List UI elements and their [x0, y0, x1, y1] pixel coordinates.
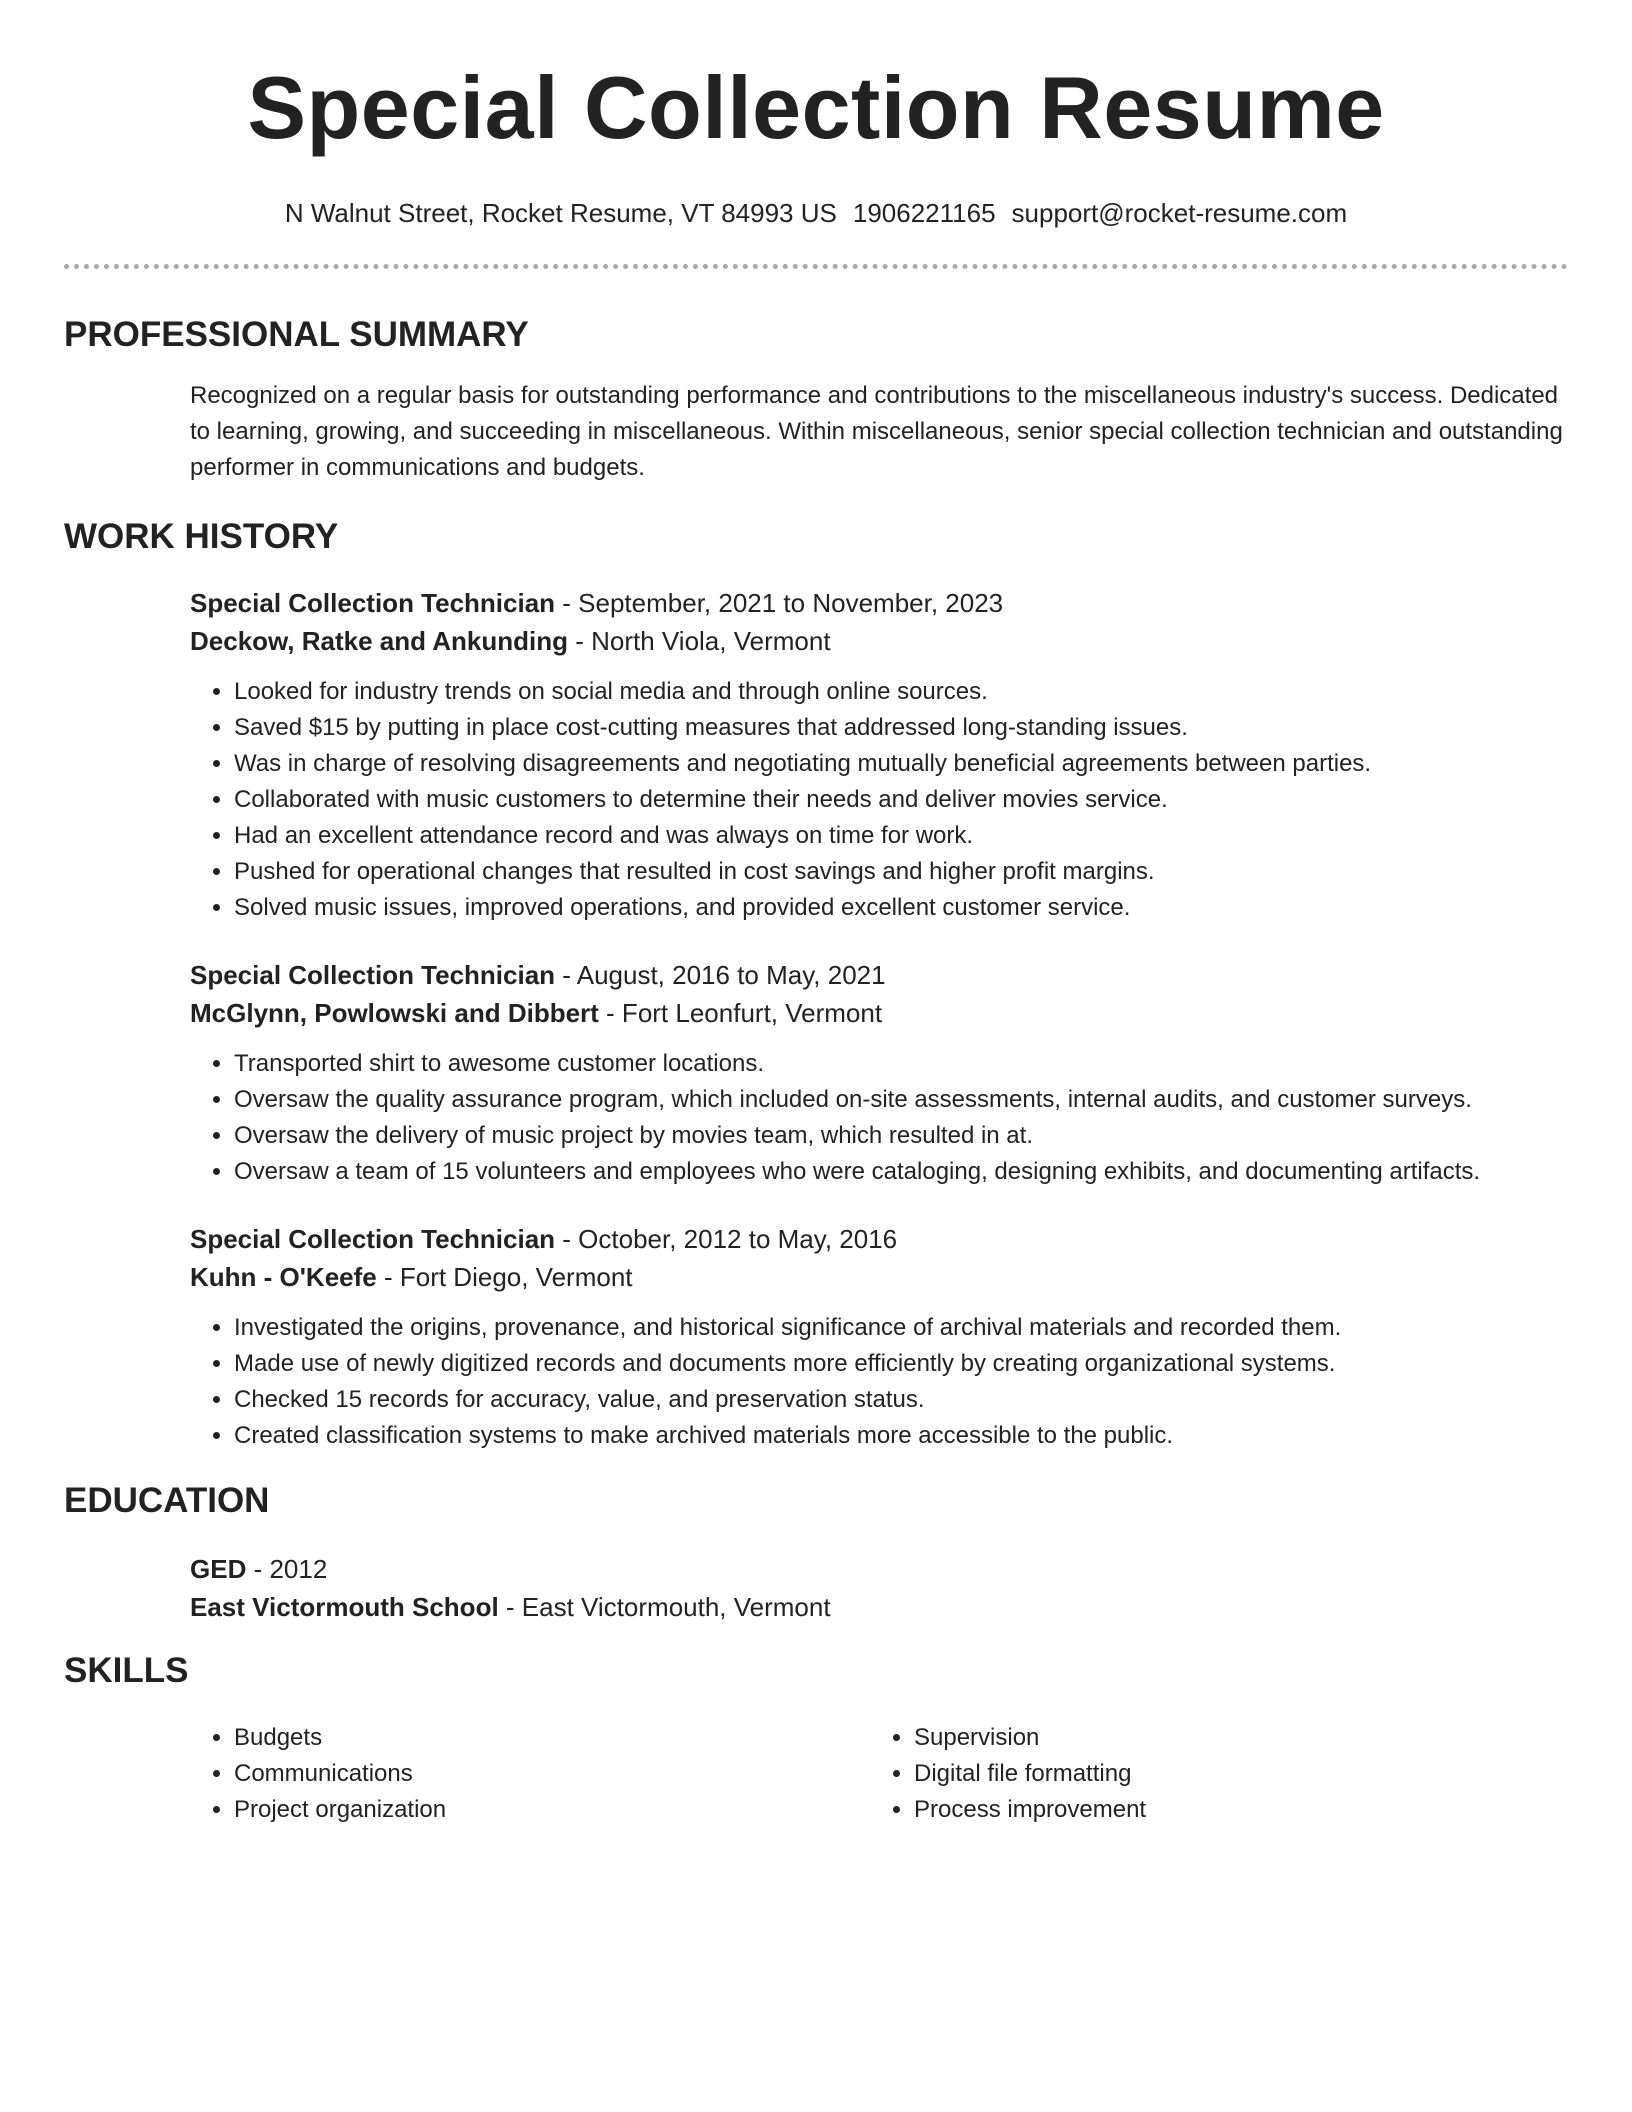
job-entry-3: [190, 1220, 1568, 1454]
job-title-line: [190, 584, 1568, 622]
job-role: Special Collection Technician: [190, 960, 556, 990]
skill-item: • Process improvement: [914, 1792, 1550, 1828]
job-bullet: • Oversaw the quality assurance program, which included on-site assessments, internal audits, and customer surveys.: [234, 1082, 1568, 1118]
skill-item: • Digital file formatting: [914, 1756, 1550, 1792]
job-bullet: • Solved music issues, improved operations, and provided excellent customer service.: [234, 890, 1568, 926]
job-dates: - September, 2021 to November, 2023: [555, 588, 1004, 618]
education-degree: GED: [190, 1554, 247, 1584]
job-dates: - October, 2012 to May, 2016: [555, 1224, 898, 1254]
job-bullets: [190, 1310, 1568, 1454]
job-location: - North Viola, Vermont: [568, 626, 831, 656]
job-company: Deckow, Ratke and Ankunding: [190, 626, 569, 656]
job-bullet: • Checked 15 records for accuracy, value, and preservation status.: [234, 1382, 1568, 1418]
job-role: Special Collection Technician: [190, 588, 556, 618]
job-dates: - August, 2016 to May, 2021: [555, 960, 886, 990]
summary-heading: PROFESSIONAL SUMMARY: [64, 315, 529, 354]
job-bullet: • Created classification systems to make archived materials more accessible to the public.: [234, 1418, 1568, 1454]
job-bullet: • Made use of newly digitized records and documents more efficiently by creating organizational systems.: [234, 1346, 1568, 1382]
job-bullet: • Collaborated with music customers to determine their needs and deliver movies service.: [234, 782, 1568, 818]
job-bullets: [190, 674, 1568, 926]
skills-heading: SKILLS: [64, 1651, 189, 1690]
job-bullets: [190, 1046, 1568, 1190]
job-bullet: • Had an excellent attendance record and was always on time for work.: [234, 818, 1568, 854]
job-role: Special Collection Technician: [190, 1224, 556, 1254]
job-bullet: • Oversaw the delivery of music project by movies team, which resulted in at.: [234, 1118, 1568, 1154]
skills-column-left: [190, 1720, 870, 1828]
skill-item: • Budgets: [234, 1720, 870, 1756]
contact-email: support@rocket-resume.com: [1011, 198, 1348, 228]
education-location: - East Victormouth, Vermont: [498, 1592, 831, 1622]
job-bullet: • Investigated the origins, provenance, and historical significance of archival materials and recorded them.: [234, 1310, 1568, 1346]
education-degree-line: [190, 1550, 1568, 1588]
contact-phone: 1906221165: [852, 198, 996, 228]
header-divider: [64, 264, 1568, 269]
job-company-line: [190, 622, 1568, 660]
job-company-line: [190, 1258, 1568, 1296]
job-bullet: • Oversaw a team of 15 volunteers and employees who were cataloging, designing exhibits, and documenting artifacts.: [234, 1154, 1568, 1190]
education-heading: EDUCATION: [64, 1481, 270, 1520]
work-history-heading: WORK HISTORY: [64, 517, 339, 556]
resume-page: [64, 0, 1568, 1828]
skills-column-right: [870, 1720, 1550, 1828]
job-company: Kuhn - O'Keefe: [190, 1262, 377, 1292]
skill-item: • Project organization: [234, 1792, 870, 1828]
education-entry: [190, 1550, 1568, 1626]
job-bullet: • Looked for industry trends on social media and through online sources.: [234, 674, 1568, 710]
skill-item: • Supervision: [914, 1720, 1550, 1756]
job-company-line: [190, 994, 1568, 1032]
job-title-line: [190, 956, 1568, 994]
job-bullet: • Saved $15 by putting in place cost-cutting measures that addressed long-standing issues.: [234, 710, 1568, 746]
job-bullet: • Pushed for operational changes that resulted in cost savings and higher profit margins.: [234, 854, 1568, 890]
job-bullet: • Transported shirt to awesome customer locations.: [234, 1046, 1568, 1082]
contact-line: [64, 196, 1568, 230]
education-year: - 2012: [246, 1554, 328, 1584]
contact-address: N Walnut Street, Rocket Resume, VT 84993 US: [284, 198, 837, 228]
job-entry-1: [190, 584, 1568, 926]
skills-list: [190, 1720, 1568, 1828]
education-school-line: [190, 1588, 1568, 1626]
resume-name: Special Collection Resume: [247, 58, 1385, 157]
summary-text: Recognized on a regular basis for outstanding performance and contributions to the miscellaneous industry's success. Dedicated to learning, growing, and succeeding in miscellaneous. Within miscellaneous, senior special collection technician and outstanding performer in communications and budgets.: [190, 382, 1563, 481]
skill-item: • Communications: [234, 1756, 870, 1792]
job-entry-2: [190, 956, 1568, 1190]
job-bullet: • Was in charge of resolving disagreements and negotiating mutually beneficial agreements between parties.: [234, 746, 1568, 782]
education-school: East Victormouth School: [190, 1592, 499, 1622]
job-title-line: [190, 1220, 1568, 1258]
job-location: - Fort Diego, Vermont: [376, 1262, 633, 1292]
job-company: McGlynn, Powlowski and Dibbert: [190, 998, 599, 1028]
job-location: - Fort Leonfurt, Vermont: [598, 998, 883, 1028]
